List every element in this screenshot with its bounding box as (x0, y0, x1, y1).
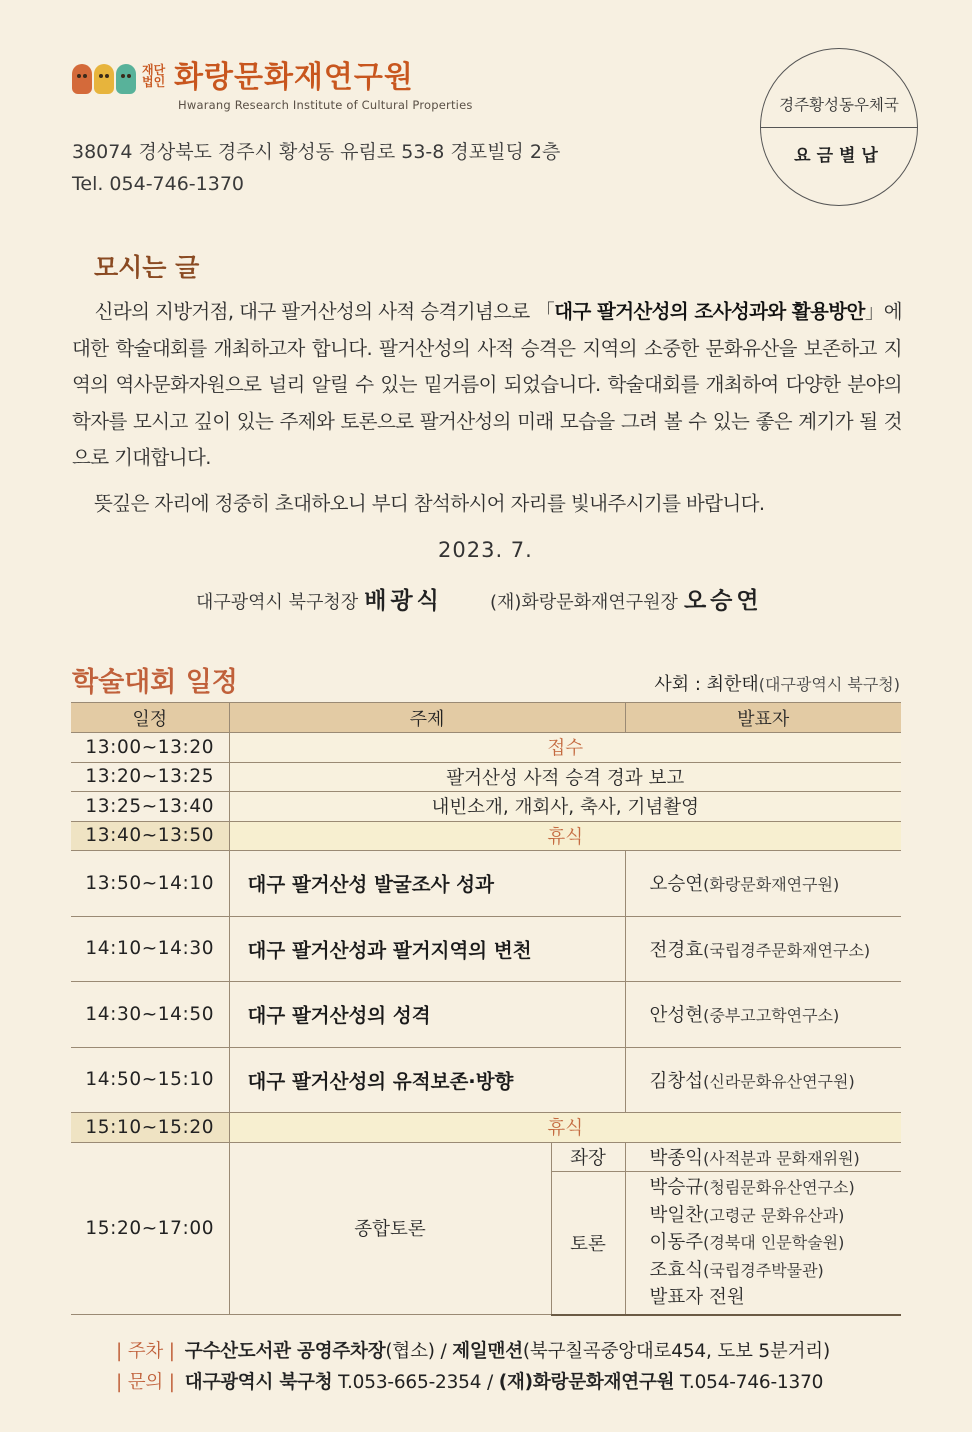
org-tel: Tel. 054-746-1370 (72, 173, 245, 195)
row-topic: 접수 (229, 733, 901, 763)
signer-1-title: 대구광역시 북구청장 (196, 592, 359, 613)
signer-2-name: 오승연 (683, 588, 763, 614)
chair-role: 좌장 (551, 1142, 625, 1172)
org-name-english: Hwarang Research Institute of Cultural Properties (178, 98, 473, 112)
presenter-affiliation: (신라문화유산연구원) (703, 1071, 855, 1091)
logo-figures-icon (72, 64, 138, 94)
event-title: 대구 팔거산성의 조사성과와 활용방안 (554, 300, 865, 323)
table-row (71, 916, 901, 982)
postage-text: 요금별납 (794, 146, 884, 166)
org-type-label: 재단법인 (142, 63, 166, 89)
presenter-name: 전경효 (649, 939, 704, 961)
invitation-closing: 뜻깊은 자리에 정중히 초대하오니 부디 참석하시어 자리를 빛내주시기를 바랍니다. (94, 492, 765, 515)
postage-stamp (760, 48, 918, 206)
row-time: 14:50~15:10 (71, 1047, 229, 1113)
table-row (71, 982, 901, 1048)
row-topic: 대구 팔거산성과 팔거지역의 변천 (229, 916, 625, 982)
row-presenter (625, 916, 901, 982)
row-topic: 팔거산성 사적 승격 경과 보고 (229, 762, 901, 792)
presenter-name: 안성현 (649, 1005, 704, 1027)
org-address: 38074 경상북도 경주시 황성동 유림로 53-8 경포빌딩 2층 (72, 141, 561, 163)
row-topic: 휴식 (229, 821, 901, 851)
panelist: 발표자 전원 (649, 1287, 745, 1308)
contact-label: | 문의 | (116, 1372, 175, 1393)
row-time: 13:25~13:40 (71, 792, 229, 822)
table-header-row (71, 703, 901, 733)
invitation-paragraph (72, 294, 902, 477)
table-row (71, 792, 901, 822)
row-topic: 대구 팔거산성의 유적보존·방향 (229, 1047, 625, 1113)
moderator-affiliation: (대구광역시 북구청) (758, 675, 900, 694)
presenter-affiliation: (화랑문화재연구원) (703, 875, 840, 895)
contact-info: | 문의 | 대구광역시 북구청 T.053-665-2354 / (재)화랑문화재연구원 T.054-746-1370 (116, 1372, 824, 1393)
chair-affiliation: (사적분과 문화재위원) (703, 1148, 860, 1168)
row-topic: 휴식 (229, 1113, 901, 1143)
table-row-recess (71, 821, 901, 851)
row-time: 14:30~14:50 (71, 982, 229, 1048)
schedule-table (71, 702, 901, 1316)
chair-name: 박종익 (649, 1147, 704, 1169)
chair-presenter (625, 1142, 901, 1172)
row-presenter (625, 982, 901, 1048)
row-presenter (625, 851, 901, 917)
discussion-topic: 종합토론 (229, 1142, 551, 1315)
signer-1-name: 배광식 (364, 588, 443, 614)
invitation-date: 2023. 7. (438, 538, 533, 562)
invitation-heading: 모시는 글 (94, 253, 200, 282)
table-row-recess (71, 1113, 901, 1143)
table-row (71, 1047, 901, 1113)
row-time: 13:00~13:20 (71, 733, 229, 763)
header-topic: 주제 (229, 703, 625, 733)
signer-2-title: (재)화랑문화재연구원장 (490, 592, 678, 613)
para-text-after: 」에 대한 학술대회를 개최하고자 합니다. 팔거산성의 사적 승격은 지역의 소중한 문화유산을 보존하고 지역의 역사문화자원으로 널리 알릴 수 있는 밑거름이 되었습니다. 학술대회를 개최하여 다양한 분야의 학자를 모시고 깊이 있는 주제와 토론으로 팔거산성의 미래 모습을 그려 볼 수 있는 좋은 계기가 될 것으로 기대합니다. (72, 300, 903, 469)
panelist: 조효식(국립경주박물관) (649, 1259, 824, 1281)
row-time: 15:10~15:20 (71, 1113, 229, 1143)
signer-1 (196, 582, 443, 615)
row-time: 13:40~13:50 (71, 821, 229, 851)
row-topic: 대구 팔거산성의 성격 (229, 982, 625, 1048)
org-logo (72, 62, 414, 94)
row-time: 13:20~13:25 (71, 762, 229, 792)
table-row (71, 762, 901, 792)
row-topic: 내빈소개, 개회사, 축사, 기념촬영 (229, 792, 901, 822)
para-text-before: 신라의 지방거점, 대구 팔거산성의 사적 승격기념으로 「 (94, 300, 555, 323)
moderator (654, 670, 900, 696)
moderator-name: 사회 : 최한태 (654, 674, 759, 695)
signer-2 (490, 582, 763, 615)
org-name: 화랑문화재연구원 (174, 60, 414, 95)
parking-label: | 주차 | (116, 1341, 175, 1362)
table-row-discussion (71, 1142, 901, 1172)
panel-list (625, 1172, 901, 1315)
header-time: 일정 (71, 703, 229, 733)
panel-role: 토론 (551, 1172, 625, 1315)
panelist: 박일찬(고령군 문화유산과) (649, 1204, 845, 1226)
presenter-affiliation: (중부고고학연구소) (703, 1006, 840, 1026)
discussion-time: 15:20~17:00 (71, 1142, 229, 1315)
header-presenter: 발표자 (625, 703, 901, 733)
panelist: 박승규(청림문화유산연구소) (649, 1177, 855, 1198)
panelist: 이동주(경북대 인문학술원) (649, 1232, 845, 1253)
org-address-block (72, 136, 560, 200)
stamp-divider (761, 127, 917, 128)
presenter-name: 오승연 (649, 874, 704, 896)
table-row (71, 733, 901, 763)
presenter-name: 김창섭 (649, 1070, 704, 1092)
parking-info: | 주차 | 구수산도서관 공영주차장(협소) / 제일맨션(북구칠곡중앙대로454, 도보 5분거리) (116, 1341, 830, 1362)
schedule-title: 학술대회 일정 (72, 667, 238, 698)
row-time: 14:10~14:30 (71, 916, 229, 982)
row-topic: 대구 팔거산성 발굴조사 성과 (229, 851, 625, 917)
row-time: 13:50~14:10 (71, 851, 229, 917)
row-presenter (625, 1047, 901, 1113)
post-office-name: 경주황성동우체국 (779, 96, 899, 114)
table-row (71, 851, 901, 917)
presenter-affiliation: (국립경주문화재연구소) (703, 940, 871, 960)
